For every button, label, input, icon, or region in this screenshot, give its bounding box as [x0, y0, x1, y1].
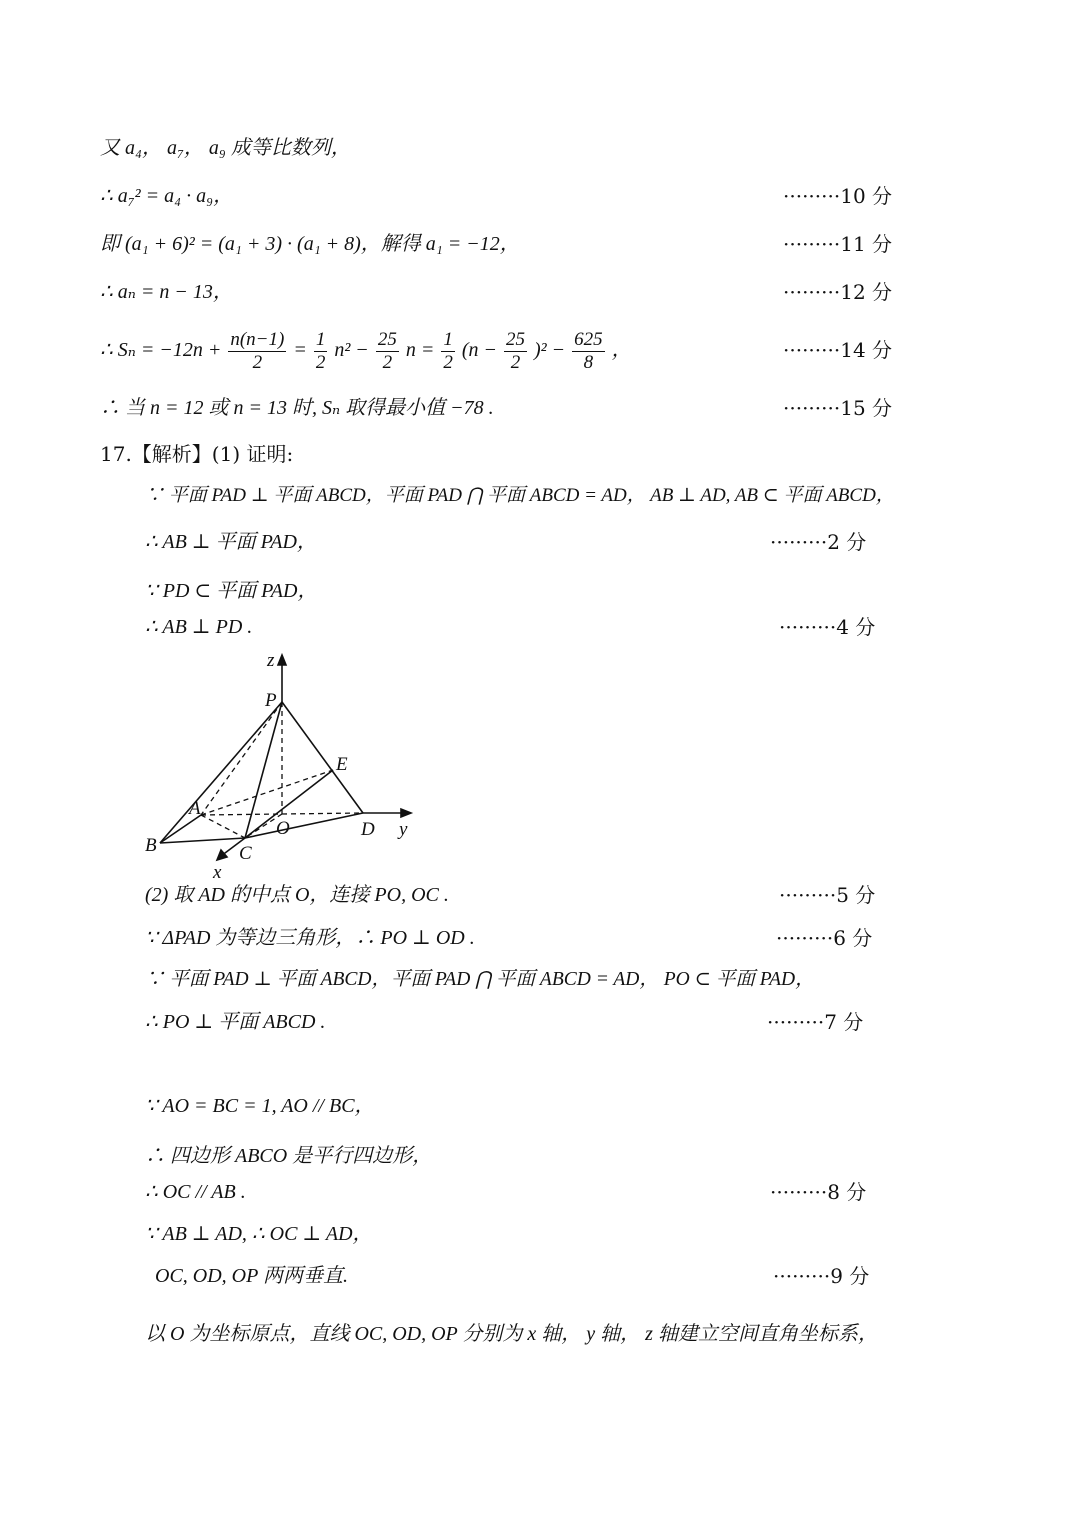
z-axis-arrow [278, 655, 286, 665]
sn-prefix: ∴ Sₙ = −12n + [100, 339, 222, 361]
fraction-1-numerator: n(n−1) [230, 328, 285, 350]
score-6: ·········6 分 [776, 926, 873, 950]
score-2: ·········2 分 [770, 530, 867, 554]
text-line-6: ∴ 当 n = 12 或 n = 13 时, Sₙ 取得最小值 −78 . [100, 397, 494, 419]
label-z: z [267, 652, 275, 671]
text-line-19: ∵ AB ⊥ AD, ∴ OC ⊥ AD， [145, 1223, 373, 1245]
text-line-14: ∵ 平面 PAD ⊥ 平面 ABCD，平面 PAD ⋂ 平面 ABCD = AD， PO ⊂ 平面 PAD， [145, 969, 815, 990]
text-line-21: 以 O 为坐标原点，直线 OC, OD, OP 分别为 x 轴， y 轴， z 轴建立空间直角坐标系， [145, 1323, 878, 1345]
edge-PD [282, 702, 363, 813]
fraction-2 [314, 329, 328, 374]
fraction-5-numerator: 25 [505, 328, 525, 350]
text-line-11: ∴ AB ⊥ PD . [145, 616, 253, 638]
text-line-18: ∴ OC // AB . [145, 1181, 246, 1203]
text-line-4: ∴ aₙ = n − 13， [100, 281, 233, 303]
fraction-4-denominator: 2 [443, 351, 453, 373]
fraction-6 [572, 329, 605, 374]
label-A: A [189, 798, 201, 819]
score-12: ·········12 分 [783, 280, 893, 304]
edge-CD [245, 813, 363, 838]
score-9: ·········9 分 [773, 1264, 870, 1288]
fraction-5-denominator: 2 [510, 351, 521, 373]
n-term: n = [405, 339, 435, 361]
text-line-5 [100, 322, 632, 378]
fraction-2-denominator: 2 [315, 351, 326, 373]
edge-PB [160, 702, 282, 843]
text-line-17: ∴ 四边形 ABCO 是平行四边形， [145, 1145, 433, 1167]
label-B: B [145, 835, 157, 856]
fraction-3-denominator: 2 [382, 351, 393, 373]
text-line-13: ∵ ΔPAD 为等边三角形，∴ PO ⊥ OD . [145, 927, 475, 949]
label-x: x [213, 862, 222, 882]
score-11: ·········11 分 [783, 232, 893, 256]
n-squared-term: n² − [334, 339, 369, 361]
fraction-1 [228, 329, 286, 374]
question-17-heading: 17.【解析】(1) 证明: [100, 442, 294, 466]
fraction-6-numerator: 625 [574, 328, 603, 350]
edge-AC-dashed [201, 815, 245, 838]
label-P: P [265, 690, 277, 711]
label-E: E [336, 754, 348, 775]
x-axis-arrow [217, 850, 227, 860]
text-line-20: OC, OD, OP 两两垂直. [155, 1265, 348, 1287]
pyramid-figure [145, 652, 415, 882]
text-line-12: (2) 取 AD 的中点 O，连接 PO, OC . [145, 884, 449, 906]
text-line-15: ∴ PO ⊥ 平面 ABCD . [145, 1011, 326, 1033]
text-line-2: ∴ a₇² = a₄ · a₉， [100, 185, 234, 207]
y-axis-arrow [401, 809, 411, 817]
label-y: y [399, 819, 408, 840]
score-8: ·········8 分 [770, 1180, 867, 1204]
score-14: ·········14 分 [783, 338, 893, 362]
equals-sign: = [293, 339, 307, 361]
line-end-comma: ， [611, 339, 632, 361]
fraction-4 [441, 329, 455, 374]
score-5: ·········5 分 [779, 883, 876, 907]
fraction-6-denominator: 8 [583, 351, 594, 373]
text-line-8: ∵ 平面 PAD ⊥ 平面 ABCD，平面 PAD ⋂ 平面 ABCD = AD， AB ⊥ AD, AB ⊂ 平面 ABCD， [145, 485, 895, 506]
text-line-16: ∵ AO = BC = 1, AO // BC， [145, 1095, 375, 1117]
label-D: D [361, 819, 375, 840]
score-10: ·········10 分 [783, 184, 893, 208]
fraction-3-numerator: 25 [377, 328, 397, 350]
paren-close: )² − [533, 339, 566, 361]
fraction-5 [504, 329, 527, 374]
score-15: ·········15 分 [783, 396, 893, 420]
edge-BC [160, 838, 245, 843]
text-line-9: ∴ AB ⊥ 平面 PAD， [145, 531, 317, 553]
label-C: C [239, 843, 252, 864]
paren-open: (n − [461, 339, 497, 361]
label-O: O [276, 818, 290, 839]
text-line-10: ∵ PD ⊂ 平面 PAD， [145, 580, 318, 602]
fraction-3 [376, 329, 399, 374]
fraction-2-numerator: 1 [315, 328, 326, 350]
text-line-1: 又 a₄， a₇， a₉ 成等比数列， [100, 137, 351, 159]
fraction-4-numerator: 1 [443, 328, 453, 350]
score-7: ·········7 分 [767, 1010, 864, 1034]
edge-AE-dashed [201, 770, 333, 815]
edge-PA-dashed [201, 702, 282, 815]
text-line-3: 即 (a₁ + 6)² = (a₁ + 3) · (a₁ + 8)，解得 a₁ = −12， [100, 233, 520, 255]
score-4: ·········4 分 [779, 615, 876, 639]
fraction-1-denominator: 2 [252, 351, 263, 373]
